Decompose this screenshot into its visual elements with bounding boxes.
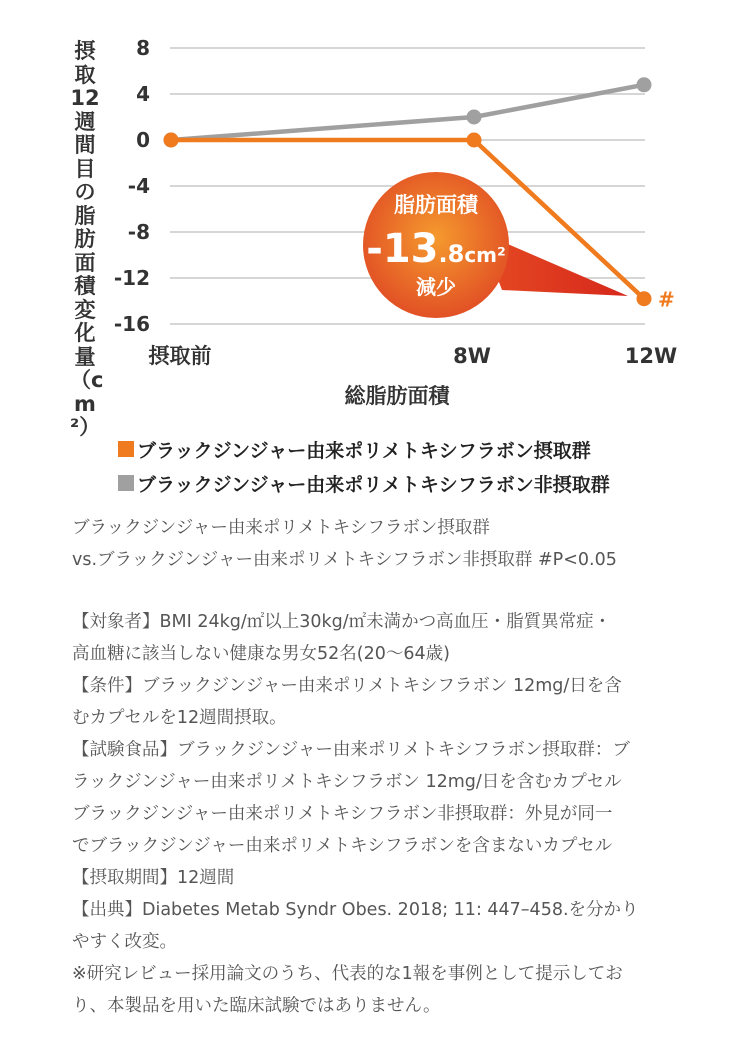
note-line: でブラックジンジャー由来ポリメトキシフラボンを含まないカプセル: [72, 836, 613, 856]
data-point: [637, 77, 652, 92]
note-line: 【対象者】BMI 24kg/㎡以上30kg/㎡未満かつ高血圧・脂質異常症・: [72, 612, 612, 632]
bubble-value-decimal: .8: [438, 240, 465, 268]
note-line: 【摂取期間】12週間: [72, 868, 235, 888]
series-line: [171, 85, 644, 140]
data-point: [467, 133, 482, 148]
y-tick-labels: [114, 36, 150, 336]
legend-swatch-orange: [118, 441, 134, 457]
y-tick-label: -12: [113, 266, 150, 290]
study-notes: [72, 512, 692, 1022]
x-tick-label: 摂取前: [148, 344, 212, 368]
y-tick-label: -8: [127, 220, 150, 244]
note-line: ※研究レビュー採用論文のうち、代表的な1報を事例として提示してお: [72, 964, 623, 984]
note-line: 【条件】ブラックジンジャー由来ポリメトキシフラボン 12mg/日を含: [72, 676, 622, 696]
x-tick-label: 8W: [453, 344, 491, 368]
x-tick-label: 12W: [624, 344, 678, 368]
bubble-value-big: -13: [366, 226, 439, 272]
data-point: [467, 110, 482, 125]
y-tick-label: -16: [113, 312, 150, 336]
note-line: 高血糖に該当しない健康な男女52名(20～64歳): [72, 644, 450, 664]
comparison-line-1: ブラックジンジャー由来ポリメトキシフラボン摂取群: [72, 518, 490, 538]
significance-marker: #: [658, 287, 675, 312]
legend: [118, 432, 610, 500]
bubble-value-unit: cm²: [464, 243, 506, 267]
line-chart: [0, 0, 750, 420]
legend-swatch-gray: [118, 475, 134, 491]
note-line: むカプセルを12週間摂取。: [72, 708, 287, 728]
note-line: やすく改変。: [72, 932, 177, 952]
note-line: ブラックジンジャー由来ポリメトキシフラボン非摂取群：外見が同一: [72, 804, 613, 824]
note-line: り、本製品を用いた臨床試験ではありません。: [72, 996, 441, 1016]
note-line: 【試験食品】ブラックジンジャー由来ポリメトキシフラボン摂取群：ブ: [72, 740, 630, 760]
y-tick-label: 0: [136, 128, 150, 152]
note-line: ラックジンジャー由来ポリメトキシフラボン 12mg/日を含むカプセル: [72, 772, 622, 792]
legend-item-intake: [118, 432, 610, 466]
bubble-line-3: 減少: [416, 275, 456, 299]
x-axis-label: 総脂肪面積: [344, 384, 450, 408]
comparison-line-2: vs.ブラックジンジャー由来ポリメトキシフラボン非摂取群 #P<0.05: [72, 550, 617, 570]
y-tick-label: 8: [136, 36, 150, 60]
legend-item-non-intake: [118, 466, 610, 500]
y-tick-label: -4: [127, 174, 150, 198]
legend-label-non-intake: ブラックジンジャー由来ポリメトキシフラボン非摂取群: [137, 473, 610, 496]
legend-label-intake: ブラックジンジャー由来ポリメトキシフラボン摂取群: [137, 439, 591, 462]
note-lines: [72, 606, 692, 1022]
y-axis-label: 摂取12週間目の脂肪面積変化量（cm²）: [70, 39, 104, 439]
y-tick-label: 4: [136, 82, 150, 106]
data-point: [164, 133, 179, 148]
bubble-line-1: 脂肪面積: [394, 193, 478, 217]
x-tick-labels: [149, 344, 678, 368]
note-line: 【出典】Diabetes Metab Syndr Obes. 2018; 11: 447–458.を分かり: [72, 900, 639, 920]
data-point: [637, 291, 652, 306]
